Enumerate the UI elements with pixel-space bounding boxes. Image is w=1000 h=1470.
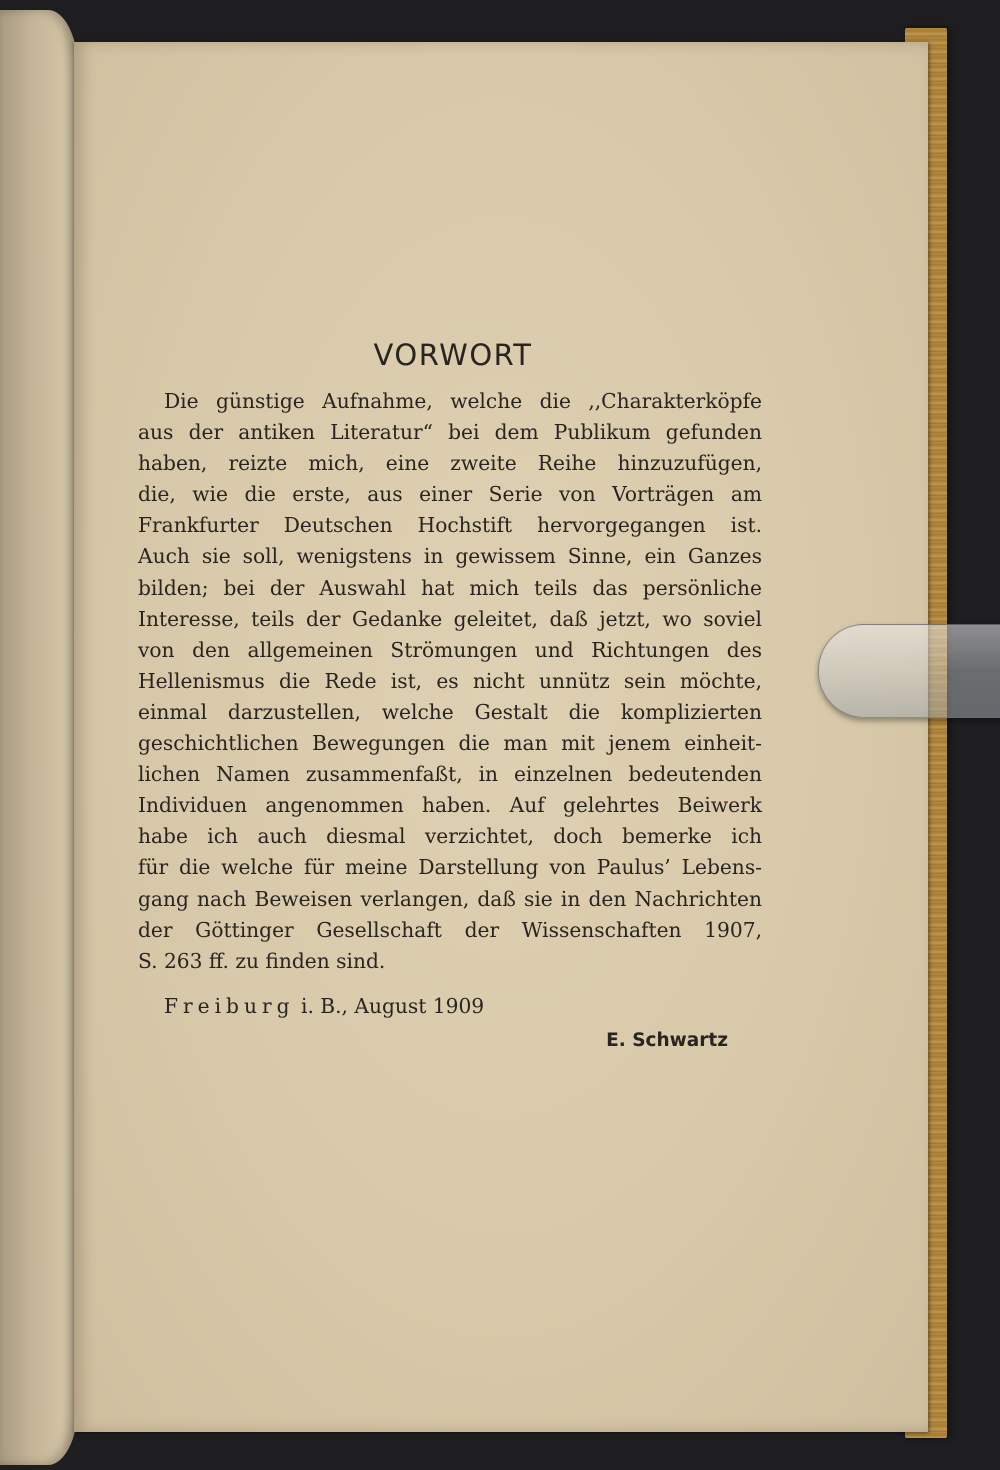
- date-text: i. B., August 1909: [300, 993, 485, 1018]
- text-line: bilden; bei der Auswahl hat mich teils das persönliche: [138, 575, 762, 600]
- text-line: Individuen angenommen haben. Auf gelehrtes Beiwerk: [138, 793, 762, 818]
- text-line: S. 263 ff. zu finden sind.: [138, 948, 386, 973]
- text-line: von den allgemeinen Strömungen und Richtungen des: [138, 637, 762, 662]
- book-page: [74, 42, 928, 1432]
- text-line: einmal darzustellen, welche Gestalt die komplizierten: [138, 699, 762, 724]
- preface-text: [138, 338, 762, 1051]
- text-line: geschichtlichen Bewegungen die man mit jenem einheit-: [138, 731, 762, 756]
- place-name: Freiburg: [164, 993, 295, 1018]
- author-signature: E. Schwartz: [606, 1029, 728, 1051]
- text-line: Die günstige Aufnahme, welche die ,,Charakterköpfe: [164, 389, 762, 413]
- text-line: gang nach Beweisen verlangen, daß sie in den Nachrichten: [138, 886, 762, 911]
- text-line: die, wie die erste, aus einer Serie von Vorträgen am: [138, 482, 762, 507]
- text-line: habe ich auch diesmal verzichtet, doch bemerke ich: [138, 824, 762, 849]
- text-line: der Göttinger Gesellschaft der Wissenschaften 1907,: [138, 917, 762, 942]
- text-line: haben, reizte mich, eine zweite Reihe hinzuzufügen,: [138, 451, 762, 476]
- text-line: Hellenismus die Rede ist, es nicht unnütz sein möchte,: [138, 668, 762, 693]
- place-and-date: [164, 991, 762, 1022]
- text-line: aus der antiken Literatur“ bei dem Publikum gefunden: [138, 420, 762, 445]
- page-title: VORWORT: [373, 338, 533, 372]
- text-line: Interesse, teils der Gedanke geleitet, daß jetzt, wo soviel: [138, 606, 762, 631]
- text-line: Auch sie soll, wenigstens in gewissem Sinne, ein Ganzes: [138, 544, 762, 569]
- text-line: für die welche für meine Darstellung von Paulus’ Lebens-: [138, 855, 762, 880]
- text-line: lichen Namen zusammenfaßt, in einzelnen bedeutenden: [138, 762, 762, 787]
- left-page-edge: [0, 10, 78, 1465]
- page-holder-clip: [818, 624, 1000, 718]
- text-line: Frankfurter Deutschen Hochstift hervorgegangen ist.: [138, 513, 762, 538]
- preface-paragraph: [138, 386, 762, 977]
